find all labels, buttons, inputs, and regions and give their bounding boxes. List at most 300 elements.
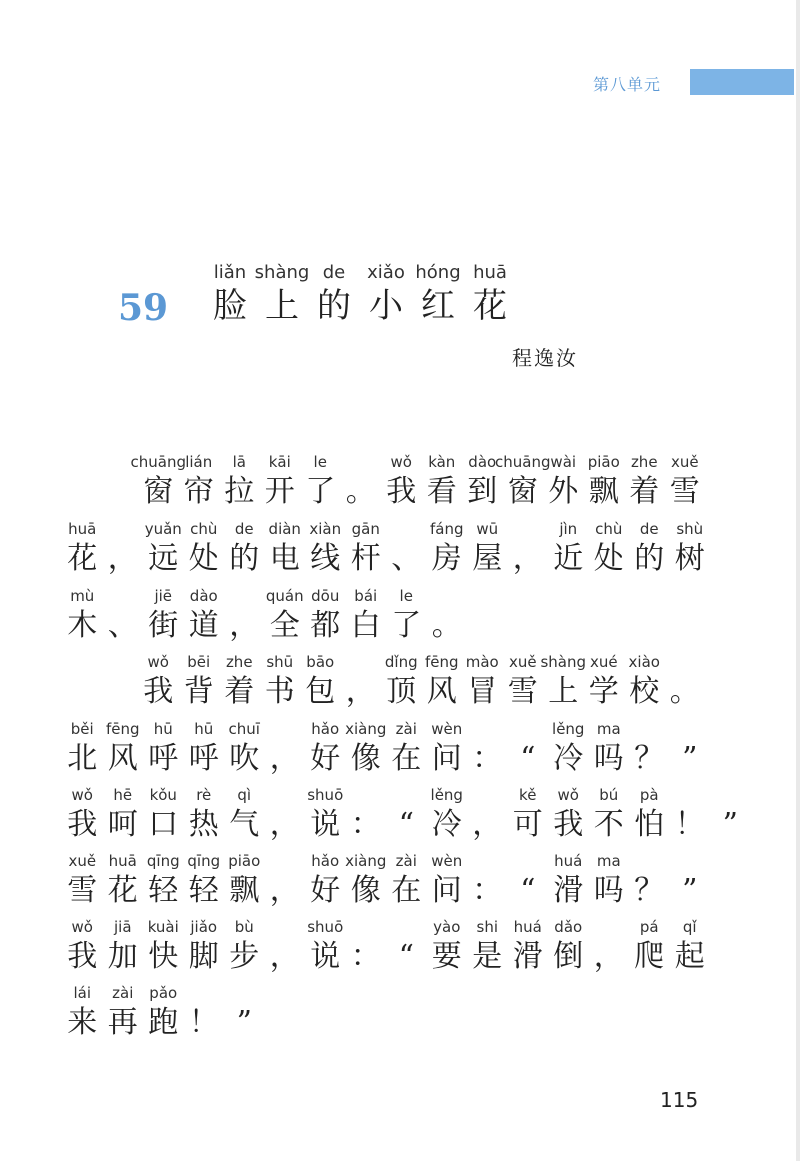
text-token xyxy=(103,917,144,977)
hanzi: 冒 xyxy=(467,674,498,709)
text-token xyxy=(670,917,711,977)
text-token xyxy=(62,983,103,1043)
hanzi: 在 xyxy=(391,873,422,908)
hanzi: 我 xyxy=(67,807,98,842)
pinyin: huā xyxy=(108,852,137,870)
text-token xyxy=(346,851,387,911)
pinyin: pà xyxy=(639,786,659,804)
text-token xyxy=(184,519,225,579)
hanzi: ， xyxy=(107,541,138,576)
pinyin: lián xyxy=(185,453,213,471)
pinyin: de xyxy=(234,520,254,538)
hanzi: 顶 xyxy=(386,674,417,709)
hanzi: 脚 xyxy=(188,939,219,974)
pinyin: kě xyxy=(519,786,537,804)
text-token xyxy=(629,719,670,779)
text-token xyxy=(346,586,387,646)
pinyin: dǐng xyxy=(384,653,418,671)
text-token xyxy=(589,519,630,579)
hanzi: 红 xyxy=(421,286,455,326)
hanzi: “ xyxy=(398,807,414,842)
text-token xyxy=(305,917,346,977)
hanzi: “ xyxy=(398,939,414,974)
text-token xyxy=(548,719,589,779)
text-token xyxy=(508,519,549,579)
hanzi: 。 xyxy=(669,674,700,709)
pinyin: wǒ xyxy=(71,786,93,804)
pinyin: kāi xyxy=(268,453,291,471)
pinyin: pǎo xyxy=(149,984,178,1002)
text-token xyxy=(265,586,306,646)
hanzi: 风 xyxy=(426,674,457,709)
text-token xyxy=(464,262,516,328)
pinyin: chù xyxy=(595,520,623,538)
pinyin: kàn xyxy=(428,453,456,471)
text-line xyxy=(130,452,705,512)
pinyin: huā xyxy=(473,262,507,283)
hanzi: 近 xyxy=(553,541,584,576)
hanzi: 好 xyxy=(310,741,341,776)
pinyin: quán xyxy=(265,587,304,605)
hanzi: “ xyxy=(520,873,536,908)
hanzi: 吹 xyxy=(229,741,260,776)
text-token xyxy=(143,851,184,911)
hanzi: 要 xyxy=(431,939,462,974)
hanzi: 轻 xyxy=(188,873,219,908)
text-token xyxy=(305,719,346,779)
pinyin: piāo xyxy=(587,453,620,471)
hanzi: 房 xyxy=(431,541,462,576)
hanzi: 是 xyxy=(472,939,503,974)
text-token xyxy=(427,519,468,579)
text-token xyxy=(260,452,301,512)
hanzi: 口 xyxy=(148,807,179,842)
pinyin: piāo xyxy=(228,852,261,870)
pinyin: shù xyxy=(676,520,704,538)
hanzi: 线 xyxy=(310,541,341,576)
pinyin: shàng xyxy=(540,653,587,671)
pinyin: gān xyxy=(351,520,380,538)
pinyin: hǎo xyxy=(311,720,340,738)
hanzi: 小 xyxy=(369,286,403,326)
pinyin: bāo xyxy=(306,653,335,671)
pinyin: wǒ xyxy=(147,653,169,671)
pinyin: xuě xyxy=(670,453,699,471)
text-token xyxy=(548,785,589,845)
hanzi: ， xyxy=(345,674,376,709)
hanzi: ， xyxy=(512,541,543,576)
text-token xyxy=(548,519,589,579)
text-token xyxy=(143,917,184,977)
pinyin: chuāng xyxy=(130,453,186,471)
hanzi: 不 xyxy=(593,807,624,842)
text-token xyxy=(540,652,587,712)
text-token xyxy=(584,652,625,712)
hanzi: 树 xyxy=(674,541,705,576)
hanzi: 飘 xyxy=(229,873,260,908)
text-token xyxy=(305,519,346,579)
pinyin: pá xyxy=(639,918,659,936)
hanzi: 道 xyxy=(188,608,219,643)
text-token xyxy=(265,917,306,977)
text-token xyxy=(589,917,630,977)
pinyin: yuǎn xyxy=(144,520,182,538)
hanzi: ： xyxy=(472,741,503,776)
pinyin: bái xyxy=(354,587,378,605)
text-token xyxy=(386,785,427,845)
text-token xyxy=(589,719,630,779)
hanzi: ， xyxy=(269,807,300,842)
pinyin: liǎn xyxy=(213,262,247,283)
text-token xyxy=(224,851,265,911)
text-token xyxy=(360,262,412,328)
text-token xyxy=(427,785,468,845)
pinyin: mù xyxy=(70,587,95,605)
hanzi: 怕 xyxy=(634,807,665,842)
hanzi: 冷 xyxy=(431,807,462,842)
text-token xyxy=(224,983,265,1043)
hanzi: 跑 xyxy=(148,1005,179,1040)
text-token xyxy=(265,719,306,779)
text-token xyxy=(103,586,144,646)
hanzi: 呼 xyxy=(148,741,179,776)
unit-label: 第八单元 xyxy=(593,75,662,94)
pinyin: xiào xyxy=(628,653,660,671)
text-token xyxy=(103,719,144,779)
text-token xyxy=(427,586,468,646)
pinyin: lā xyxy=(232,453,246,471)
text-line xyxy=(138,652,705,712)
text-token xyxy=(710,785,751,845)
text-token xyxy=(143,785,184,845)
text-token xyxy=(629,519,670,579)
hanzi: 步 xyxy=(229,939,260,974)
text-token xyxy=(265,785,306,845)
text-token xyxy=(62,519,103,579)
text-token xyxy=(589,785,630,845)
text-token xyxy=(670,851,711,911)
text-token xyxy=(503,652,544,712)
hanzi: 包 xyxy=(305,674,336,709)
hanzi: 的 xyxy=(229,541,260,576)
hanzi: 学 xyxy=(588,674,619,709)
text-token xyxy=(548,917,589,977)
text-token xyxy=(665,452,706,512)
hanzi: 再 xyxy=(107,1005,138,1040)
pinyin: jìn xyxy=(559,520,578,538)
pinyin: shàng xyxy=(254,262,310,283)
hanzi: ” xyxy=(236,1005,252,1040)
hanzi: 花 xyxy=(473,286,507,326)
text-token xyxy=(224,719,265,779)
hanzi: ， xyxy=(269,939,300,974)
pinyin: hóng xyxy=(415,262,461,283)
text-token xyxy=(219,452,260,512)
text-token xyxy=(265,851,306,911)
pinyin: xiǎo xyxy=(367,262,405,283)
hanzi: 来 xyxy=(67,1005,98,1040)
hanzi: 我 xyxy=(553,807,584,842)
pinyin: wū xyxy=(476,520,499,538)
pinyin: chuī xyxy=(228,720,260,738)
hanzi: 处 xyxy=(593,541,624,576)
text-token xyxy=(103,519,144,579)
text-token xyxy=(467,519,508,579)
text-token xyxy=(495,452,551,512)
hanzi: 的 xyxy=(317,286,351,326)
hanzi: ！ xyxy=(674,807,705,842)
pinyin: dōu xyxy=(311,587,340,605)
text-token xyxy=(670,519,711,579)
hanzi: ， xyxy=(269,741,300,776)
text-token xyxy=(670,785,711,845)
text-token xyxy=(589,851,630,911)
hanzi: ” xyxy=(722,807,738,842)
author: 程逸汝 xyxy=(512,346,578,370)
text-token xyxy=(543,452,584,512)
pinyin: hū xyxy=(194,720,214,738)
pinyin: de xyxy=(639,520,659,538)
hanzi: 好 xyxy=(310,873,341,908)
hanzi: 北 xyxy=(67,741,98,776)
hanzi: 着 xyxy=(224,674,255,709)
hanzi: 着 xyxy=(629,474,660,509)
hanzi: 、 xyxy=(391,541,422,576)
pinyin: xuě xyxy=(68,852,97,870)
unit-tab-bar xyxy=(690,69,794,95)
pinyin: shū xyxy=(266,653,294,671)
hanzi: 问 xyxy=(431,873,462,908)
text-token xyxy=(427,719,468,779)
hanzi: ” xyxy=(682,873,698,908)
hanzi: ！ xyxy=(188,1005,219,1040)
text-token xyxy=(224,586,265,646)
text-token xyxy=(143,719,184,779)
pinyin: zài xyxy=(395,720,417,738)
pinyin: zhe xyxy=(225,653,253,671)
hanzi: 上 xyxy=(265,286,299,326)
hanzi: 外 xyxy=(548,474,579,509)
hanzi: 说 xyxy=(310,807,341,842)
hanzi: 拉 xyxy=(224,474,255,509)
pinyin: fēng xyxy=(424,653,459,671)
hanzi: 了 xyxy=(305,474,336,509)
hanzi: 可 xyxy=(512,807,543,842)
text-token xyxy=(629,917,670,977)
pinyin: wǒ xyxy=(71,918,93,936)
text-token xyxy=(103,785,144,845)
hanzi: 滑 xyxy=(512,939,543,974)
text-token xyxy=(508,851,549,911)
pinyin: dào xyxy=(189,587,218,605)
pinyin: shuō xyxy=(307,786,344,804)
hanzi: 电 xyxy=(269,541,300,576)
text-token xyxy=(670,719,711,779)
pinyin: le xyxy=(399,587,413,605)
text-token xyxy=(184,719,225,779)
hanzi: 我 xyxy=(143,674,174,709)
pinyin: chuāng xyxy=(495,453,551,471)
hanzi: ， xyxy=(229,608,260,643)
hanzi: 像 xyxy=(350,873,381,908)
text-token xyxy=(346,719,387,779)
hanzi: 全 xyxy=(269,608,300,643)
hanzi: 起 xyxy=(674,939,705,974)
text-token xyxy=(143,519,184,579)
pinyin: hǎo xyxy=(311,852,340,870)
hanzi: 帘 xyxy=(183,474,214,509)
hanzi: 看 xyxy=(426,474,457,509)
hanzi: ？ xyxy=(634,741,665,776)
text-line xyxy=(62,785,751,845)
text-token xyxy=(508,719,549,779)
text-token xyxy=(103,851,144,911)
text-token xyxy=(665,652,706,712)
pinyin: wèn xyxy=(431,852,463,870)
text-token xyxy=(308,262,360,328)
pinyin: hū xyxy=(153,720,173,738)
hanzi: ： xyxy=(472,873,503,908)
pinyin: bēi xyxy=(187,653,211,671)
pinyin: kǒu xyxy=(149,786,177,804)
hanzi: 爬 xyxy=(634,939,665,974)
text-token xyxy=(467,917,508,977)
text-token xyxy=(386,851,427,911)
text-token xyxy=(224,917,265,977)
text-token xyxy=(462,652,503,712)
pinyin: xiàng xyxy=(345,852,387,870)
pinyin: lěng xyxy=(552,720,585,738)
hanzi: ， xyxy=(472,807,503,842)
text-token xyxy=(103,983,144,1043)
text-token xyxy=(341,652,382,712)
text-token xyxy=(300,652,341,712)
hanzi: “ xyxy=(520,741,536,776)
lesson-title xyxy=(204,262,516,328)
text-token xyxy=(62,917,103,977)
hanzi: ， xyxy=(593,939,624,974)
hanzi: 说 xyxy=(310,939,341,974)
hanzi: ， xyxy=(269,873,300,908)
text-token xyxy=(427,917,468,977)
text-token xyxy=(62,851,103,911)
hanzi: 呼 xyxy=(188,741,219,776)
hanzi: 滑 xyxy=(553,873,584,908)
hanzi: 。 xyxy=(431,608,462,643)
pinyin: qīng xyxy=(187,852,221,870)
text-token xyxy=(265,519,306,579)
text-token xyxy=(508,785,549,845)
text-token xyxy=(179,652,220,712)
pinyin: mào xyxy=(465,653,499,671)
pinyin: huá xyxy=(554,852,583,870)
pinyin: dǎo xyxy=(554,918,583,936)
text-token xyxy=(184,785,225,845)
text-token xyxy=(508,917,549,977)
hanzi: 倒 xyxy=(553,939,584,974)
pinyin: bú xyxy=(599,786,619,804)
pinyin: shuō xyxy=(307,918,344,936)
pinyin: qīng xyxy=(146,852,180,870)
hanzi: 花 xyxy=(67,541,98,576)
text-token xyxy=(346,917,387,977)
text-line xyxy=(62,519,710,579)
pinyin: xuě xyxy=(508,653,537,671)
page-edge xyxy=(796,0,800,1161)
pinyin: běi xyxy=(70,720,94,738)
text-token xyxy=(62,719,103,779)
text-line xyxy=(62,983,265,1043)
text-token xyxy=(346,785,387,845)
hanzi: ” xyxy=(682,741,698,776)
pinyin: fēng xyxy=(105,720,140,738)
pinyin: chù xyxy=(190,520,218,538)
hanzi: 校 xyxy=(629,674,660,709)
text-token xyxy=(584,452,625,512)
text-token xyxy=(260,652,301,712)
text-token xyxy=(256,262,308,328)
pinyin: xiàng xyxy=(345,720,387,738)
text-token xyxy=(467,851,508,911)
hanzi: 。 xyxy=(345,474,376,509)
hanzi: 远 xyxy=(148,541,179,576)
text-token xyxy=(184,586,225,646)
hanzi: 轻 xyxy=(148,873,179,908)
text-token xyxy=(341,452,382,512)
pinyin: ma xyxy=(596,852,621,870)
pinyin: qǐ xyxy=(682,918,697,936)
pinyin: ma xyxy=(596,720,621,738)
pinyin: hē xyxy=(113,786,133,804)
pinyin: de xyxy=(322,262,346,283)
hanzi: 脸 xyxy=(213,286,247,326)
text-token xyxy=(305,785,346,845)
text-token xyxy=(346,519,387,579)
text-token xyxy=(305,586,346,646)
hanzi: 了 xyxy=(391,608,422,643)
text-line xyxy=(62,851,710,911)
pinyin: zhe xyxy=(630,453,658,471)
hanzi: 雪 xyxy=(669,474,700,509)
pinyin: xiàn xyxy=(309,520,342,538)
text-line xyxy=(62,719,710,779)
text-token xyxy=(386,719,427,779)
hanzi: 快 xyxy=(148,939,179,974)
hanzi: 街 xyxy=(148,608,179,643)
text-token xyxy=(381,652,422,712)
pinyin: xué xyxy=(589,653,618,671)
pinyin: lěng xyxy=(430,786,463,804)
pinyin: wài xyxy=(550,453,577,471)
pinyin: zài xyxy=(395,852,417,870)
text-token xyxy=(427,851,468,911)
text-line xyxy=(62,586,467,646)
hanzi: 在 xyxy=(391,741,422,776)
hanzi: 冷 xyxy=(553,741,584,776)
hanzi: 雪 xyxy=(507,674,538,709)
hanzi: 屋 xyxy=(472,541,503,576)
text-token xyxy=(130,452,186,512)
hanzi: 书 xyxy=(264,674,295,709)
pinyin: fáng xyxy=(429,520,464,538)
text-token xyxy=(305,851,346,911)
pinyin: lái xyxy=(73,984,92,1002)
hanzi: 呵 xyxy=(107,807,138,842)
pinyin: shi xyxy=(476,918,498,936)
text-token xyxy=(184,917,225,977)
hanzi: 的 xyxy=(634,541,665,576)
text-token xyxy=(422,452,463,512)
